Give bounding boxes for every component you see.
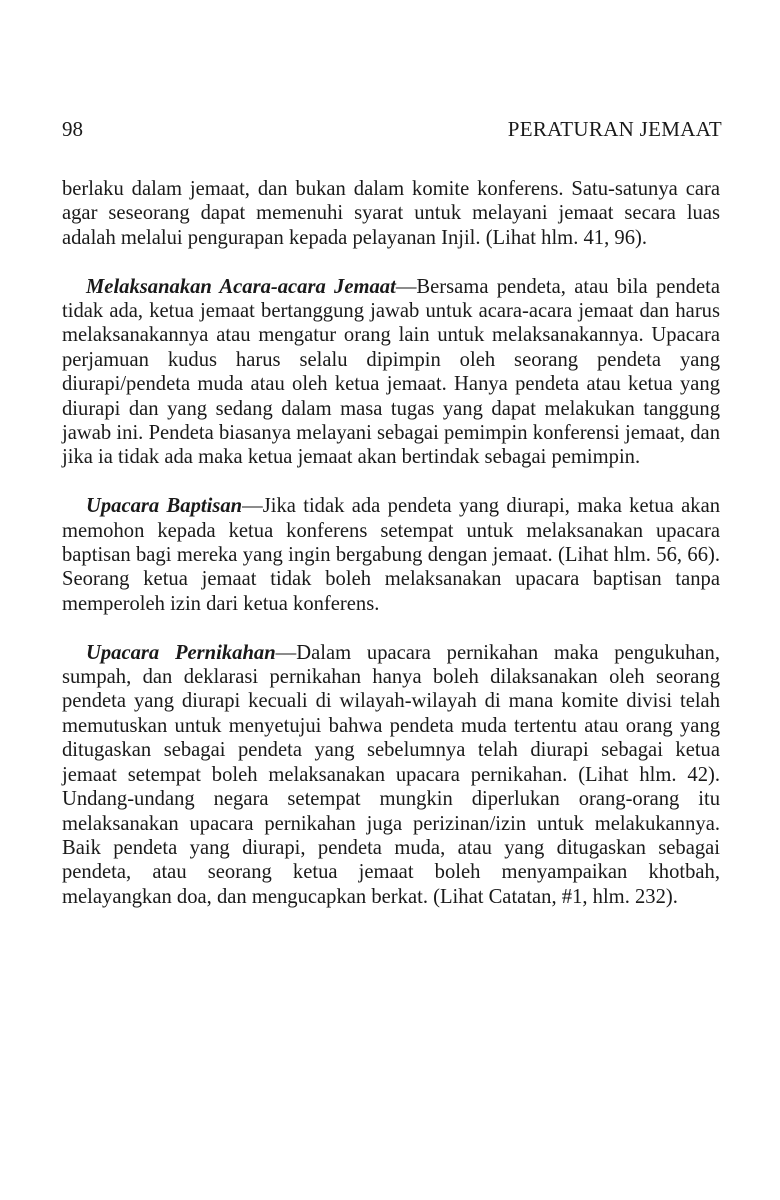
- running-title: PERATURAN JEMAAT: [507, 117, 722, 141]
- paragraph-baptism: [62, 494, 720, 616]
- paragraph-text: —Bersama pendeta, atau bila pendeta tidak ada, ketua jemaat bertanggung jawab untuk acara-acara jemaat dan harus melaksanakannya atau mengatur orang lain untuk melaksanakannya. Upacara perjamuan kudus harus selalu dipimpin oleh seorang pendeta yang diurapi/pendeta muda atau oleh ketua jemaat. Hanya pendeta atau ketua yang diurapi dan yang sedang dalam masa tugas yang dapat melakukan tanggung jawab ini. Pendeta biasanya melayani sebagai pemimpin konferensi jemaat, dan jika ia tidak ada maka ketua jemaat akan bertindak sebagai pemimpin.: [62, 275, 720, 469]
- paragraph-text: —Dalam upacara pernikahan maka pengukuhan, sumpah, dan deklarasi pernikahan hanya boleh dilaksanakan oleh seorang pendeta yang diurapi kecuali di wilayah-wilayah di mana komite divisi telah memutuskan untuk menyetujui bahwa pendeta muda tertentu atau orang yang ditugaskan sebagai pendeta yang sebelumnya telah diurapi sebagai ketua jemaat setempat boleh melaksanakan upacara pernikahan. (Lihat hlm. 42). Undang-undang negara setempat mungkin diperlukan orang-orang itu melaksanakan upacara pernikahan juga perizinan/izin untuk melakukannya. Baik pendeta yang diurapi, pendeta muda, atau yang ditugaskan sebagai pendeta, atau seorang ketua jemaat boleh menyampaikan khotbah, melayangkan doa, dan mengucapkan berkat. (Lihat Catatan, #1, hlm. 232).: [62, 641, 721, 908]
- run-in-heading: Upacara Baptisan: [86, 495, 243, 518]
- body-text: [62, 177, 720, 934]
- run-in-heading: Melaksanakan Acara-acara Jemaat: [86, 275, 396, 298]
- paragraph-text: —Jika tidak ada pendeta yang diurapi, maka ketua akan memohon kepada ketua konferens setempat untuk melaksanakan upacara baptisan bagi mereka yang ingin bergabung dengan jemaat. (Lihat hlm. 56, 66). Seorang ketua jemaat tidak boleh melaksanakan upacara baptisan tanpa memperoleh izin dari ketua konferens.: [62, 495, 721, 615]
- paragraph-marriage: [62, 641, 720, 909]
- paragraph-church-services: [62, 275, 720, 470]
- page-header: [62, 114, 722, 144]
- page-number: 98: [62, 117, 83, 141]
- paragraph-text: berlaku dalam jemaat, dan bukan dalam komite konferens. Satu-satunya cara agar seseorang dapat memenuhi syarat untuk melayani jemaat secara luas adalah melalui pengurapan kepada pelayanan Injil. (Lihat hlm. 41, 96).: [62, 178, 720, 249]
- run-in-heading: Upacara Pernikahan: [86, 641, 276, 664]
- paragraph-continuation: [62, 177, 720, 250]
